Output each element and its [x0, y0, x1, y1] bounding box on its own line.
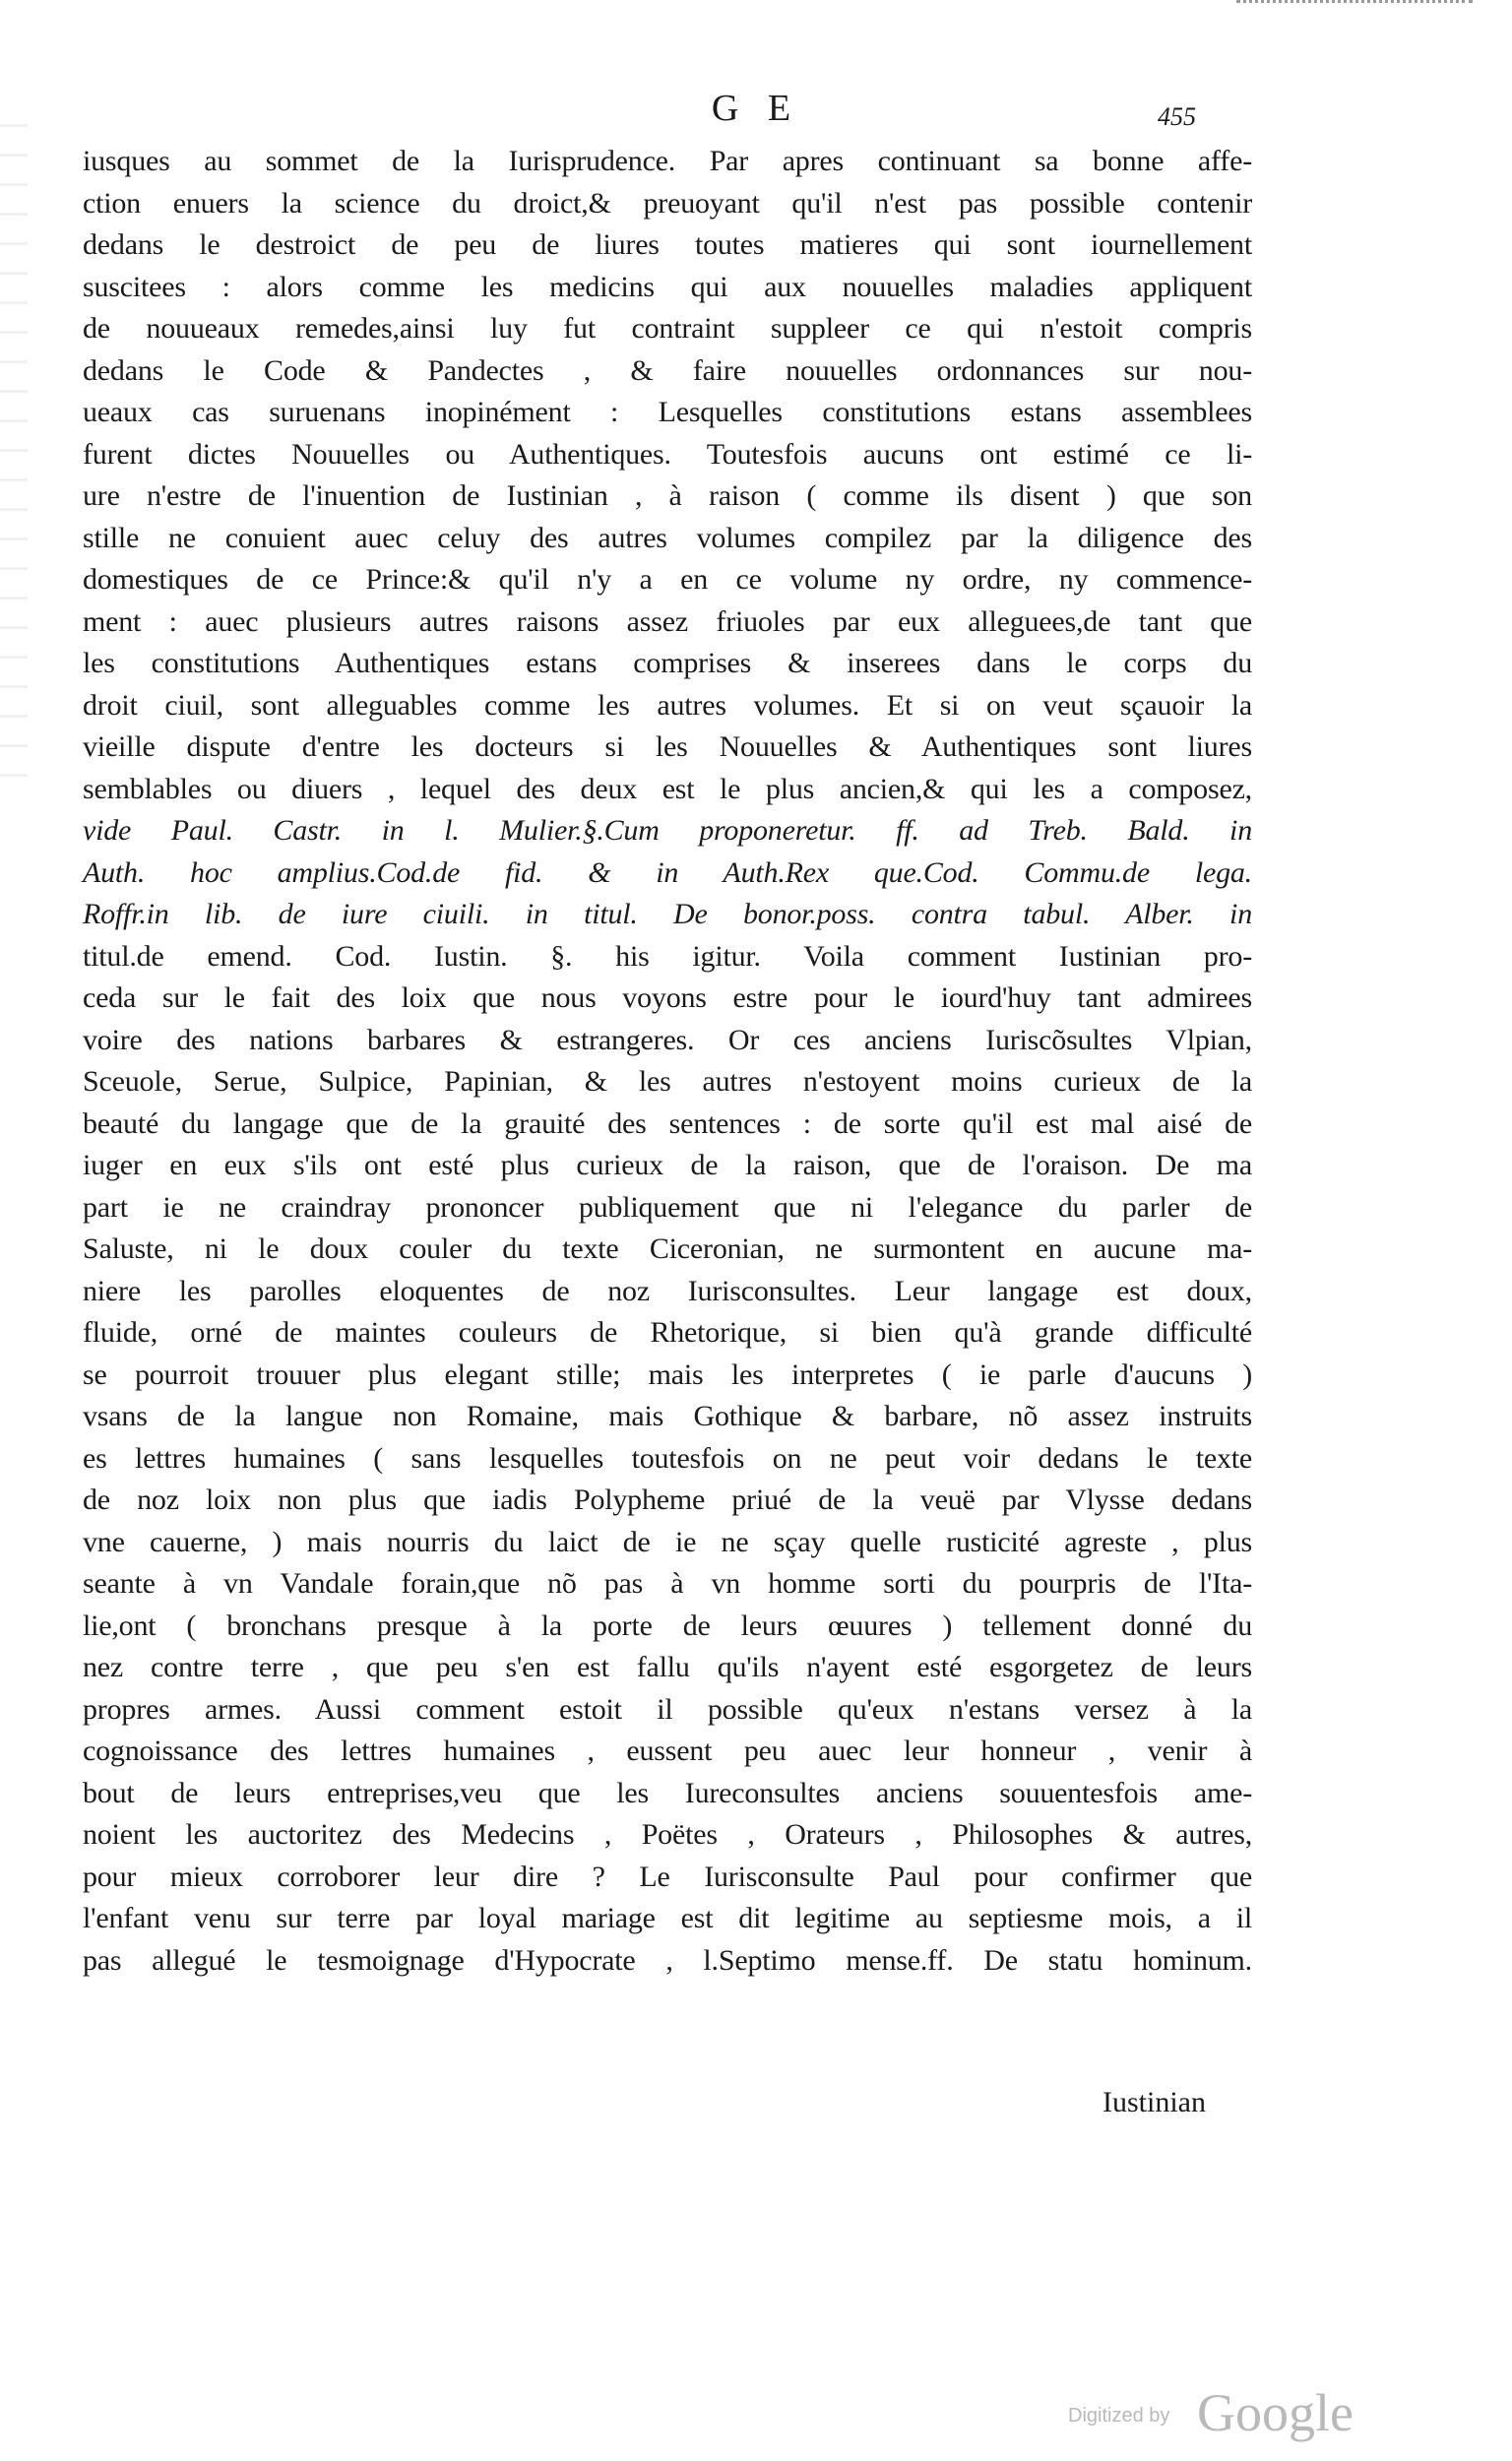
- running-head: G E: [711, 88, 801, 129]
- text-line: les constitutions Authentiques estans comprises & inserees dans le corps du: [83, 647, 1252, 679]
- text-line: iuger en eux s'ils ont esté plus curieux de la raison, que de l'oraison. De ma: [83, 1149, 1252, 1181]
- text-line: titul.de emend. Cod. Iustin. §. his igitur. Voila comment Iustinian pro-: [83, 939, 1252, 973]
- text-line: se pourroit trouuer plus elegant stille; mais les interpretes ( ie parle d'aucuns ): [83, 1357, 1252, 1391]
- text-line: Saluste, ni le doux couler du texte Ciceronian, ne surmontent en aucune ma-: [83, 1232, 1252, 1265]
- text-line: cognoissance des lettres humaines , eussent peu auec leur honneur , venir à: [83, 1735, 1252, 1767]
- text-line: beauté du langage que de la grauité des sentences : de sorte qu'il est mal aisé de: [83, 1106, 1252, 1140]
- text-line: ure n'estre de l'inuention de Iustinian , à raison ( comme ils disent ) que son: [83, 479, 1252, 512]
- text-line: nez contre terre , que peu s'en est fallu qu'ils n'ayent esté esgorgetez de leurs: [83, 1651, 1252, 1683]
- text-line: de noz loix non plus que iadis Polypheme priué de la veuë par Vlysse dedans: [83, 1483, 1252, 1516]
- text-line: part ie ne craindray prononcer publiquement que ni l'elegance du parler de: [83, 1190, 1252, 1224]
- text-line: domestiques de ce Prince:& qu'il n'y a en ce volume ny ordre, ny commence-: [83, 563, 1252, 596]
- text-line: ction enuers la science du droict,& preuoyant qu'il n'est pas possible contenir: [83, 186, 1252, 220]
- text-line: bout de leurs entreprises,veu que les Iureconsultes anciens souuentesfois ame-: [83, 1776, 1252, 1809]
- text-line: droit ciuil, sont alleguables comme les autres volumes. Et si on veut sçauoir la: [83, 688, 1252, 722]
- citation-line: Roffr.in lib. de iure ciuili. in titul. De bonor.poss. contra tabul. Alber. in: [83, 898, 1252, 930]
- text-line: fluide, orné de maintes couleurs de Rhetorique, si bien qu'à grande difficulté: [83, 1316, 1252, 1349]
- text-line: pas allegué le tesmoignage d'Hypocrate , l.Septimo mense.ff. De statu hominum.: [83, 1943, 1252, 1977]
- text-line: voire des nations barbares & estrangeres. Or ces anciens Iuriscõsultes Vlpian,: [83, 1023, 1252, 1056]
- text-line: ment : auec plusieurs autres raisons assez friuoles par eux alleguees,de tant que: [83, 604, 1252, 638]
- text-line: pour mieux corroborer leur dire ? Le Iurisconsulte Paul pour confirmer que: [83, 1860, 1252, 1893]
- text-line: niere les parolles eloquentes de noz Iurisconsultes. Leur langage est doux,: [83, 1274, 1252, 1307]
- page-number: 455: [1158, 102, 1196, 131]
- text-line: l'enfant venu sur terre par loyal mariage est dit legitime au septiesme mois, a il: [83, 1902, 1252, 1934]
- citation-line: Auth. hoc amplius.Cod.de fid. & in Auth.Rex que.Cod. Commu.de lega.: [83, 855, 1252, 889]
- body-text: [83, 141, 1252, 1982]
- google-watermark: Google: [1197, 2383, 1354, 2442]
- text-line: de nouueaux remedes,ainsi luy fut contraint suppleer ce qui n'estoit compris: [83, 312, 1252, 345]
- text-line: es lettres humaines ( sans lesquelles toutesfois on ne peut voir dedans le texte: [83, 1441, 1252, 1475]
- text-line: ueaux cas suruenans inopinément : Lesquelles constitutions estans assemblees: [83, 396, 1252, 428]
- text-line: vsans de la langue non Romaine, mais Gothique & barbare, nõ assez instruits: [83, 1400, 1252, 1432]
- text-line: propres armes. Aussi comment estoit il possible qu'eux n'estans versez à la: [83, 1692, 1252, 1726]
- page-top-edge: [1236, 0, 1473, 9]
- text-line: furent dictes Nouuelles ou Authentiques. Toutesfois aucuns ont estimé ce li-: [83, 437, 1252, 471]
- citation-line: vide Paul. Castr. in l. Mulier.§.Cum proponeretur. ff. ad Treb. Bald. in: [83, 814, 1252, 847]
- text-line: dedans le Code & Pandectes , & faire nouuelles ordonnances sur nou-: [83, 353, 1252, 387]
- text-line: semblables ou diuers , lequel des deux est le plus ancien,& qui les a composez,: [83, 772, 1252, 805]
- text-line: vieille dispute d'entre les docteurs si les Nouuelles & Authentiques sont liures: [83, 730, 1252, 763]
- text-line: Sceuole, Serue, Sulpice, Papinian, & les autres n'estoyent moins curieux de la: [83, 1065, 1252, 1098]
- gutter-bleed-marks: [0, 98, 28, 788]
- text-line: noient les auctoritez des Medecins , Poëtes , Orateurs , Philosophes & autres,: [83, 1818, 1252, 1851]
- text-line: seante à vn Vandale forain,que nõ pas à vn homme sorti du pourpris de l'Ita-: [83, 1567, 1252, 1600]
- text-line: suscitees : alors comme les medicins qui aux nouuelles maladies appliquent: [83, 270, 1252, 303]
- catchword: Iustinian: [1102, 2086, 1206, 2118]
- text-line: stille ne conuient auec celuy des autres volumes compilez par la diligence des: [83, 521, 1252, 554]
- digitized-by-label: Digitized by: [1068, 2405, 1170, 2427]
- text-line: dedans le destroict de peu de liures toutes matieres qui sont iournellement: [83, 228, 1252, 261]
- text-line: ceda sur le fait des loix que nous voyons estre pour le iourd'huy tant admirees: [83, 981, 1252, 1014]
- text-line: iusques au sommet de la Iurisprudence. Par apres continuant sa bonne affe-: [83, 145, 1252, 177]
- text-line: lie,ont ( bronchans presque à la porte de leurs œuures ) tellement donné du: [83, 1609, 1252, 1642]
- text-line: vne cauerne, ) mais nourris du laict de ie ne sçay quelle rusticité agreste , plus: [83, 1525, 1252, 1558]
